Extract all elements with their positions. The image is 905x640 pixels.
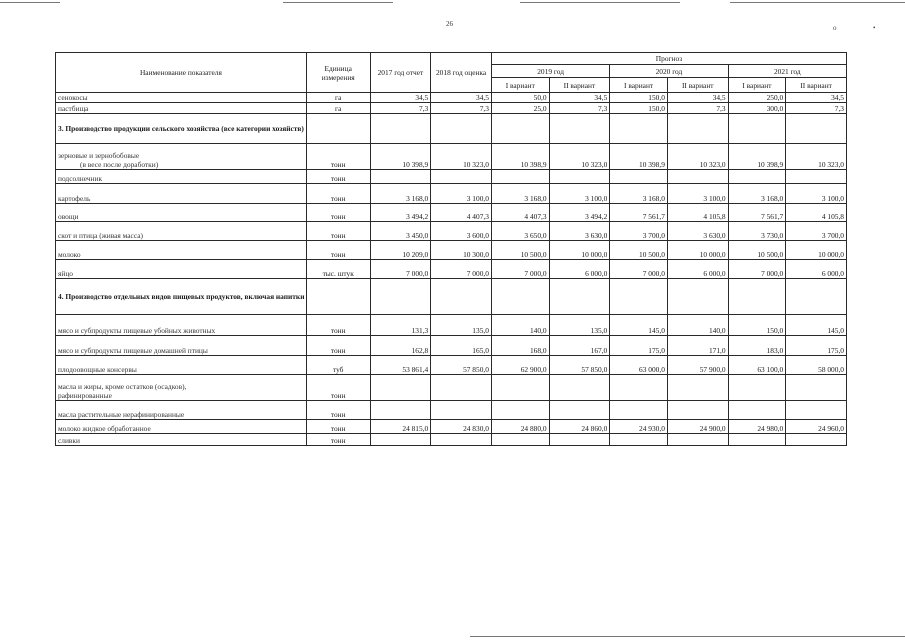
indicator-name-line: молоко жидкое обработанное <box>58 424 151 433</box>
value-cell: 3 700,0 <box>786 222 847 241</box>
value-cell: 34,5 <box>549 93 610 103</box>
value-cell: 6 000,0 <box>667 260 728 279</box>
value-cell <box>370 434 431 446</box>
value-cell: 135,0 <box>549 315 610 336</box>
value-cell: 3 100,0 <box>667 184 728 204</box>
value-cell <box>786 434 847 446</box>
header-variant: I вариант <box>491 78 549 93</box>
value-cell: 300,0 <box>728 103 786 114</box>
value-cell <box>667 434 728 446</box>
value-cell <box>431 375 492 401</box>
indicator-name-line: сливки <box>58 436 80 445</box>
empty-cell <box>491 114 549 144</box>
value-cell: 63 100,0 <box>728 356 786 375</box>
empty-cell <box>306 279 370 315</box>
indicator-name <box>56 260 307 279</box>
scan-edge-line <box>0 2 60 3</box>
value-cell: 131,3 <box>370 315 431 336</box>
scan-edge-line <box>470 636 905 637</box>
indicator-name-line: яйцо <box>58 269 74 278</box>
empty-cell <box>549 279 610 315</box>
empty-cell <box>786 279 847 315</box>
value-cell: 3 630,0 <box>549 222 610 241</box>
header-2017: 2017 год отчет <box>370 53 431 93</box>
table-row <box>56 401 847 420</box>
value-cell <box>549 401 610 420</box>
value-cell: 168,0 <box>491 336 549 356</box>
unit-cell: тонн <box>306 170 370 184</box>
empty-cell <box>370 279 431 315</box>
value-cell: 10 500,0 <box>491 241 549 260</box>
table-row <box>56 184 847 204</box>
header-name: Наименование показателя <box>56 53 307 93</box>
indicator-name <box>56 170 307 184</box>
value-cell: 3 700,0 <box>610 222 668 241</box>
value-cell: 4 407,3 <box>431 204 492 222</box>
corner-mark: • <box>873 24 876 32</box>
table-body <box>56 93 847 446</box>
value-cell <box>491 375 549 401</box>
empty-cell <box>431 114 492 144</box>
value-cell: 24 830,0 <box>431 420 492 434</box>
value-cell: 62 900,0 <box>491 356 549 375</box>
value-cell <box>370 401 431 420</box>
value-cell: 10 323,0 <box>549 144 610 170</box>
scan-edge-line <box>520 2 680 3</box>
value-cell <box>667 375 728 401</box>
indicator-name-line: скот и птица (живая масса) <box>58 231 143 240</box>
value-cell: 25,0 <box>491 103 549 114</box>
indicator-name <box>56 356 307 375</box>
unit-cell: туб <box>306 356 370 375</box>
value-cell <box>786 170 847 184</box>
value-cell <box>549 170 610 184</box>
header-year: 2021 год <box>728 65 846 78</box>
value-cell: 3 494,2 <box>370 204 431 222</box>
value-cell: 4 407,3 <box>491 204 549 222</box>
unit-cell: тонн <box>306 144 370 170</box>
indicator-name-line: зерновые и зернобобовые <box>58 151 140 160</box>
value-cell: 57 850,0 <box>549 356 610 375</box>
value-cell <box>610 434 668 446</box>
table-row <box>56 241 847 260</box>
empty-cell <box>728 279 786 315</box>
value-cell: 10 398,9 <box>610 144 668 170</box>
header-variant: II вариант <box>549 78 610 93</box>
empty-cell <box>728 114 786 144</box>
value-cell: 7,3 <box>431 103 492 114</box>
value-cell: 24 900,0 <box>667 420 728 434</box>
value-cell: 10 000,0 <box>667 241 728 260</box>
table-row <box>56 375 847 401</box>
value-cell <box>491 434 549 446</box>
header-year: 2019 год <box>491 65 609 78</box>
value-cell <box>667 401 728 420</box>
indicator-name-line: пастбища <box>58 104 89 113</box>
unit-cell: тонн <box>306 241 370 260</box>
indicator-name-line: мясо и субпродукты пищевые домашней птицы <box>58 346 208 355</box>
table-row <box>56 93 847 103</box>
value-cell: 3 600,0 <box>431 222 492 241</box>
empty-cell <box>370 114 431 144</box>
forecast-table <box>55 52 847 446</box>
table-row <box>56 144 847 170</box>
section-row <box>56 279 847 315</box>
empty-cell <box>610 279 668 315</box>
value-cell: 34,5 <box>667 93 728 103</box>
indicator-name <box>56 222 307 241</box>
value-cell: 3 168,0 <box>370 184 431 204</box>
value-cell <box>491 170 549 184</box>
unit-cell: тыс. штук <box>306 260 370 279</box>
value-cell: 7 000,0 <box>610 260 668 279</box>
value-cell: 34,5 <box>431 93 492 103</box>
value-cell: 167,0 <box>549 336 610 356</box>
value-cell <box>728 401 786 420</box>
value-cell: 10 323,0 <box>431 144 492 170</box>
value-cell <box>491 401 549 420</box>
value-cell <box>728 170 786 184</box>
unit-cell: тонн <box>306 336 370 356</box>
value-cell: 3 100,0 <box>431 184 492 204</box>
value-cell: 24 930,0 <box>610 420 668 434</box>
indicator-name-line: картофель <box>58 194 91 203</box>
indicator-name-line: молоко <box>58 250 81 259</box>
value-cell <box>728 375 786 401</box>
empty-cell <box>786 114 847 144</box>
unit-cell: тонн <box>306 375 370 401</box>
value-cell: 3 730,0 <box>728 222 786 241</box>
table-row <box>56 434 847 446</box>
value-cell: 24 880,0 <box>491 420 549 434</box>
value-cell: 34,5 <box>786 93 847 103</box>
table-row <box>56 336 847 356</box>
value-cell: 10 000,0 <box>549 241 610 260</box>
value-cell: 140,0 <box>491 315 549 336</box>
value-cell: 7,3 <box>370 103 431 114</box>
value-cell: 3 168,0 <box>728 184 786 204</box>
value-cell: 145,0 <box>610 315 668 336</box>
value-cell: 50,0 <box>491 93 549 103</box>
header-unit: Единица измерения <box>306 53 370 93</box>
empty-cell <box>610 114 668 144</box>
value-cell: 57 900,0 <box>667 356 728 375</box>
unit-cell: га <box>306 93 370 103</box>
value-cell: 171,0 <box>667 336 728 356</box>
value-cell: 6 000,0 <box>549 260 610 279</box>
value-cell: 10 300,0 <box>431 241 492 260</box>
scan-edge-line <box>730 2 905 3</box>
value-cell: 3 168,0 <box>491 184 549 204</box>
value-cell <box>549 375 610 401</box>
value-cell: 63 000,0 <box>610 356 668 375</box>
indicator-name-line: (в весе после доработки) <box>80 160 159 169</box>
table-row <box>56 260 847 279</box>
value-cell: 24 860,0 <box>549 420 610 434</box>
header-variant: II вариант <box>667 78 728 93</box>
value-cell: 145,0 <box>786 315 847 336</box>
value-cell <box>370 375 431 401</box>
value-cell: 3 100,0 <box>786 184 847 204</box>
value-cell <box>370 170 431 184</box>
unit-cell: га <box>306 103 370 114</box>
indicator-name <box>56 375 307 401</box>
value-cell: 4 105,8 <box>667 204 728 222</box>
value-cell: 165,0 <box>431 336 492 356</box>
indicator-name-line: подсолнечник <box>58 174 103 183</box>
value-cell: 10 323,0 <box>786 144 847 170</box>
corner-mark: o <box>833 24 837 32</box>
value-cell: 7,3 <box>667 103 728 114</box>
value-cell: 183,0 <box>728 336 786 356</box>
value-cell: 10 398,9 <box>728 144 786 170</box>
header-variant: I вариант <box>728 78 786 93</box>
value-cell: 3 630,0 <box>667 222 728 241</box>
value-cell: 24 815,0 <box>370 420 431 434</box>
section-title: 3. Производство продукции сельского хозяйства (все категории хозяйств) <box>56 114 307 144</box>
value-cell: 7 561,7 <box>728 204 786 222</box>
table-row <box>56 103 847 114</box>
section-title: 4. Производство отдельных видов пищевых продуктов, включая напитки <box>56 279 307 315</box>
empty-cell <box>431 279 492 315</box>
value-cell: 10 500,0 <box>728 241 786 260</box>
value-cell: 7,3 <box>786 103 847 114</box>
value-cell: 3 650,0 <box>491 222 549 241</box>
indicator-name <box>56 144 307 170</box>
value-cell: 10 209,0 <box>370 241 431 260</box>
value-cell: 150,0 <box>610 103 668 114</box>
value-cell <box>610 401 668 420</box>
value-cell <box>786 375 847 401</box>
indicator-name-line: масла и жиры, кроме остатков (осадков), <box>58 382 187 391</box>
value-cell: 3 450,0 <box>370 222 431 241</box>
value-cell <box>431 401 492 420</box>
value-cell <box>549 434 610 446</box>
value-cell: 175,0 <box>786 336 847 356</box>
value-cell: 7 000,0 <box>370 260 431 279</box>
value-cell: 10 500,0 <box>610 241 668 260</box>
value-cell: 7 000,0 <box>728 260 786 279</box>
value-cell: 10 000,0 <box>786 241 847 260</box>
unit-cell: тонн <box>306 434 370 446</box>
table-row <box>56 356 847 375</box>
section-row <box>56 114 847 144</box>
header-year: 2020 год <box>610 65 728 78</box>
value-cell: 34,5 <box>370 93 431 103</box>
indicator-name <box>56 315 307 336</box>
scan-edge-line <box>283 2 393 3</box>
value-cell <box>786 401 847 420</box>
value-cell: 6 000,0 <box>786 260 847 279</box>
indicator-name <box>56 336 307 356</box>
value-cell: 7 000,0 <box>431 260 492 279</box>
indicator-name-line: масла растительные нерафинированные <box>58 410 185 419</box>
value-cell: 10 398,9 <box>370 144 431 170</box>
value-cell: 162,8 <box>370 336 431 356</box>
indicator-name-line: овощи <box>58 212 79 221</box>
value-cell <box>431 434 492 446</box>
indicator-name-line: сенокосы <box>58 93 88 102</box>
indicator-name <box>56 204 307 222</box>
indicator-name <box>56 434 307 446</box>
table-row <box>56 204 847 222</box>
table-row <box>56 420 847 434</box>
value-cell: 7 561,7 <box>610 204 668 222</box>
value-cell <box>728 434 786 446</box>
unit-cell: тонн <box>306 184 370 204</box>
indicator-name-line: рафинированные <box>58 391 112 400</box>
empty-cell <box>667 279 728 315</box>
empty-cell <box>306 114 370 144</box>
indicator-name <box>56 401 307 420</box>
value-cell: 175,0 <box>610 336 668 356</box>
value-cell: 7,3 <box>549 103 610 114</box>
empty-cell <box>667 114 728 144</box>
value-cell: 7 000,0 <box>491 260 549 279</box>
header-variant: I вариант <box>610 78 668 93</box>
value-cell: 135,0 <box>431 315 492 336</box>
unit-cell: тонн <box>306 204 370 222</box>
page-number: 26 <box>446 20 453 28</box>
indicator-name <box>56 103 307 114</box>
table-row <box>56 315 847 336</box>
unit-cell: тонн <box>306 401 370 420</box>
indicator-name-line: плодоовощные консервы <box>58 365 137 374</box>
value-cell: 150,0 <box>728 315 786 336</box>
value-cell: 53 861,4 <box>370 356 431 375</box>
value-cell <box>610 375 668 401</box>
value-cell: 4 105,8 <box>786 204 847 222</box>
indicator-name-line: мясо и субпродукты пищевые убойных животных <box>58 326 216 335</box>
value-cell <box>431 170 492 184</box>
indicator-name <box>56 184 307 204</box>
empty-cell <box>549 114 610 144</box>
value-cell: 24 960,0 <box>786 420 847 434</box>
value-cell: 24 980,0 <box>728 420 786 434</box>
value-cell: 250,0 <box>728 93 786 103</box>
value-cell: 3 494,2 <box>549 204 610 222</box>
value-cell: 140,0 <box>667 315 728 336</box>
header-forecast: Прогноз <box>491 53 846 65</box>
value-cell: 3 168,0 <box>610 184 668 204</box>
value-cell: 58 000,0 <box>786 356 847 375</box>
table-row <box>56 222 847 241</box>
header-2018: 2018 год оценка <box>431 53 492 93</box>
value-cell: 150,0 <box>610 93 668 103</box>
indicator-name <box>56 420 307 434</box>
value-cell: 10 398,9 <box>491 144 549 170</box>
table-row <box>56 170 847 184</box>
header-variant: II вариант <box>786 78 847 93</box>
unit-cell: тонн <box>306 315 370 336</box>
indicator-name <box>56 241 307 260</box>
value-cell: 3 100,0 <box>549 184 610 204</box>
value-cell: 57 850,0 <box>431 356 492 375</box>
value-cell: 10 323,0 <box>667 144 728 170</box>
indicator-name <box>56 93 307 103</box>
unit-cell: тонн <box>306 420 370 434</box>
unit-cell: тонн <box>306 222 370 241</box>
value-cell <box>667 170 728 184</box>
empty-cell <box>491 279 549 315</box>
value-cell <box>610 170 668 184</box>
